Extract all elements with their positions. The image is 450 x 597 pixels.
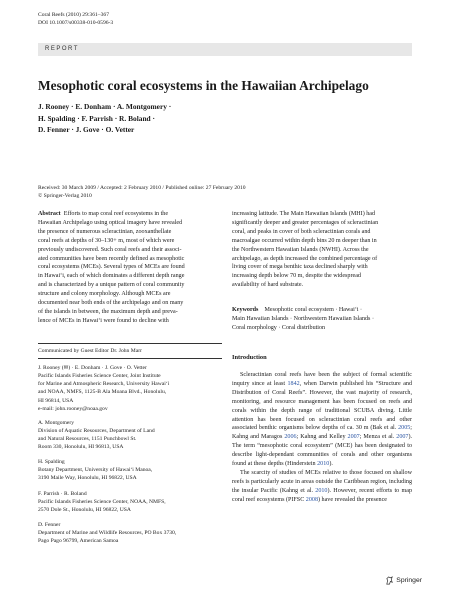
affiliation-line: H. Spalding xyxy=(38,459,65,465)
publisher-logo xyxy=(385,576,422,585)
divider xyxy=(38,358,222,359)
affiliation-line: Pacific Islands Fisheries Science Center, Joint Institute xyxy=(38,373,161,380)
publisher-name: Springer xyxy=(396,577,422,584)
abstract-line: structure and colony morphology. Although MCEs are xyxy=(38,291,171,298)
affiliation-line: F. Parrish · R. Boland xyxy=(38,491,87,497)
citation-link[interactable]: 2008 xyxy=(305,496,318,503)
author-line: H. Spalding · F. Parrish · R. Boland · xyxy=(38,113,155,123)
abstract xyxy=(38,210,222,326)
citation-link[interactable]: 2007 xyxy=(396,434,409,441)
paragraph xyxy=(232,371,412,469)
abstract-line: coral, and peaks in cover of both scleractinian corals and xyxy=(232,228,371,235)
abstract-line: coral reefs at depths of 30–130+ m, most of which were xyxy=(38,237,175,244)
affiliation-line: HI 96814, USA xyxy=(38,397,74,404)
citation-link[interactable]: 1842 xyxy=(287,380,300,387)
affiliation xyxy=(38,364,222,413)
affiliation-line: and Natural Resources, 1151 Punchbowl St. xyxy=(38,436,137,443)
affiliation-line: Pago Pago 96799, American Samoa xyxy=(38,538,119,545)
abstract-line: in Hawai‘i, each of which dominates a different depth range xyxy=(38,273,185,280)
affiliation-line: 2570 Dole St., Honolulu, HI 96822, USA xyxy=(38,507,131,514)
affiliation-line: A. Montgomery xyxy=(38,420,75,426)
history-dates: Received: 30 March 2009 / Accepted: 2 February 2010 / Published online: 27 February 2010 xyxy=(38,185,246,191)
doi: DOI 10.1007/s00338-010-0596-3 xyxy=(38,20,114,27)
affiliation-line: and NOAA, NMFS, 1125-B Ala Moana Blvd., Honolulu, xyxy=(38,389,167,396)
section-heading: Introduction xyxy=(232,354,267,361)
affiliation-line: J. Rooney (✉) · E. Donham · J. Gove · O. Vetter xyxy=(38,365,147,371)
keyword-line: Mesophotic coral ecosystem · Hawai‘i · xyxy=(264,307,363,313)
text-run: ; Kahng and Maragos xyxy=(232,425,412,441)
text-run: ; Menza et al. xyxy=(359,434,397,441)
abstract-line: increasing latitude. The Main Hawaiian Islands (MHI) had xyxy=(232,211,376,217)
abstract-line: of the islands in between, the maximum depth and preva- xyxy=(38,308,178,315)
affiliation xyxy=(38,490,222,514)
keywords-label: Keywords xyxy=(232,307,259,313)
affiliation xyxy=(38,521,222,545)
abstract-label: Abstract xyxy=(38,211,61,217)
journal-header xyxy=(38,11,113,27)
text-run: ) have revealed the presence xyxy=(317,496,388,503)
citation-link[interactable]: 2010 xyxy=(317,461,330,468)
text-run: ). The term “mesophotic coral ecosystem” (MCE) has been designated to describe light-dependant communities of corals and other organisms found at these depths (Hinderstein xyxy=(232,434,413,468)
abstract-line: Hawaiian Archipelago using optical imagery have revealed xyxy=(38,219,183,226)
abstract-line: coral ecosystems (MCEs). Several types of MCEs are found xyxy=(38,264,185,271)
author-list xyxy=(38,101,258,136)
abstract-line: significantly deeper and greater percentages of scleractinian xyxy=(232,219,379,226)
keyword-line: Main Hawaiian Islands · Northwestern Hawaiian Islands · xyxy=(232,315,374,322)
abstract-line: lence of MCEs in Hawai‘i were found to decline with xyxy=(38,317,169,324)
communicated-by: Communicated by Guest Editor Dr. John Marr xyxy=(38,348,142,354)
abstract-line: documented near both ends of the archipelago and on many xyxy=(38,300,184,307)
affiliation-line: Division of Aquatic Resources, Department of Land xyxy=(38,428,155,435)
affiliation-line: Pacific Islands Fisheries Science Center, NOAA, NMFS, xyxy=(38,499,166,506)
copyright: © Springer-Verlag 2010 xyxy=(38,193,92,200)
keywords xyxy=(232,306,412,333)
author-line: J. Rooney · E. Donham · A. Montgomery · xyxy=(38,102,172,111)
text-run: ; Kahng and Kelley xyxy=(296,434,348,441)
affiliation-line: Room 330, Honolulu, HI 96813, USA xyxy=(38,444,124,451)
text-run: ). However, recent efforts to map coral reef ecosystems (PIFSC xyxy=(232,487,412,503)
abstract-line: increasing depth below 70 m, despite the widespread xyxy=(232,273,361,280)
abstract-line: archipelago, as depth increased the combined percentage of xyxy=(232,255,378,262)
text-run: The scarcity of studies of MCEs relative to those focused on shallow reefs is particularly acute in areas outside the Caribbean region, including the insular Pacific (Kahng et al. xyxy=(232,469,412,494)
article-type-band: REPORT xyxy=(38,43,412,56)
citation-link[interactable]: 2005 xyxy=(398,425,411,432)
article-title: Mesophotic coral ecosystems in the Hawaiian Archipelago xyxy=(38,78,369,93)
affiliation-line: Department of Marine and Wildlife Resources, PO Box 3730, xyxy=(38,530,177,537)
abstract-line: the Northwestern Hawaiian Islands (NWHI). Across the xyxy=(232,246,369,253)
abstract-line: and is characterized by a unique pattern of coral community xyxy=(38,282,185,289)
abstract-line: the presence of numerous scleractinian, zooxanthellate xyxy=(38,228,172,235)
paragraph xyxy=(232,469,412,505)
abstract-line: previously undiscovered. Such coral reefs and their associ- xyxy=(38,246,182,253)
citation-link[interactable]: 2007 xyxy=(347,434,360,441)
abstract-line: living cover of mega benthic taxa declined sharply with xyxy=(232,264,368,271)
journal-citation: Coral Reefs (2010) 29:361–367 xyxy=(38,12,109,18)
citation-link[interactable]: 2010 xyxy=(315,487,328,494)
corresponding-email[interactable]: e-mail: john.rooney@noaa.gov xyxy=(38,405,108,412)
affiliation-line: D. Fenner xyxy=(38,522,61,528)
abstract-line: macroalgae occurred within depth bins 20 m deeper than in xyxy=(232,237,377,244)
affiliation xyxy=(38,458,222,482)
affiliation xyxy=(38,419,222,452)
divider xyxy=(38,343,222,344)
affiliation-line: for Marine and Atmospheric Research, University Hawai‘i xyxy=(38,381,170,388)
text-run: , when Darwin published his “Structure and Distribution of Coral Reefs”. However, the vast majority of research, monitoring, and resource management has been focused on reefs and corals within the depth range of traditional SCUBA diving. Little attention has been focused on scleractinian coral reefs and other associated benthic organisms below depths of ca. 30 m (Bak et al. xyxy=(232,380,412,432)
text-run: Scleractinian coral reefs have been the subject of formal scientific inquiry since at least xyxy=(232,372,412,387)
abstract-line: ated communities have been recently defined as mesophotic xyxy=(38,255,185,262)
publication-dates xyxy=(38,184,418,200)
author-line: D. Fenner · J. Gove · O. Vetter xyxy=(38,125,135,135)
introduction-body xyxy=(232,371,412,505)
springer-horse-icon xyxy=(385,576,394,585)
text-run: ). xyxy=(329,461,333,468)
abstract-line: Efforts to map coral reef ecosystems in the xyxy=(63,211,169,217)
abstract-line: availability of hard substrate. xyxy=(232,282,304,289)
affiliation-line: Botany Department, University of Hawai‘i Manoa, xyxy=(38,467,153,474)
affiliation-line: 3190 Maile Way, Honolulu, HI 96822, USA xyxy=(38,475,137,482)
keyword-line: Coral morphology · Coral distribution xyxy=(232,324,326,331)
citation-link[interactable]: 2006 xyxy=(284,434,297,441)
abstract-continued xyxy=(232,210,412,290)
